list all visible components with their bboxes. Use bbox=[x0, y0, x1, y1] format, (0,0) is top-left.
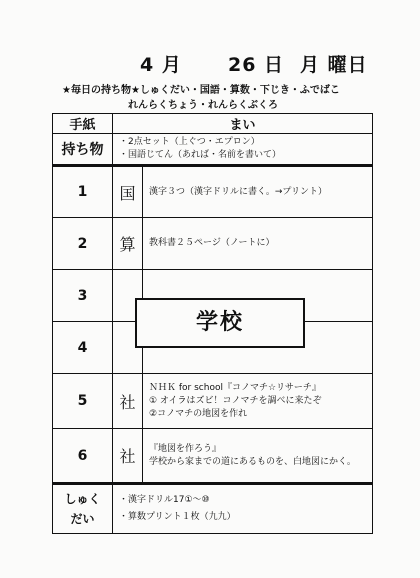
period-number: 6 bbox=[53, 429, 113, 484]
shukudai-label-line: しゅく bbox=[64, 492, 101, 506]
period-row-6 bbox=[53, 429, 373, 484]
shukudai-item: ・算数プリント１枚（九九） bbox=[119, 512, 236, 522]
period-line: 教科書２５ページ（ノートに） bbox=[149, 238, 275, 248]
period-content bbox=[143, 218, 373, 270]
mochimono-content bbox=[113, 134, 373, 166]
period-line: ②コノマチの地図を作れ bbox=[149, 408, 248, 419]
letters-label: 手紙 bbox=[53, 114, 113, 134]
shukudai-item: ・漢字ドリル17①〜⑩ bbox=[119, 495, 210, 505]
date-day: 26 日 bbox=[228, 54, 285, 76]
period-content bbox=[143, 429, 373, 484]
shukudai-label-line: だい bbox=[70, 512, 95, 526]
period-number: 2 bbox=[53, 218, 113, 270]
period-row-1 bbox=[53, 166, 373, 218]
period-row-5 bbox=[53, 374, 373, 429]
period-content bbox=[143, 374, 373, 429]
daily-items bbox=[62, 83, 340, 113]
period-content bbox=[143, 166, 373, 218]
period-subject: 社 bbox=[113, 374, 143, 429]
shukudai-row bbox=[53, 484, 373, 534]
period-number: 3 bbox=[53, 270, 113, 322]
letters-count-label: まい bbox=[113, 114, 373, 134]
period-subject: 国 bbox=[113, 166, 143, 218]
period-line: ① オイラはズビ！コノマチを調べに来たぞ bbox=[149, 395, 322, 406]
period-line: 学校から家までの道にあるものを、白地図にかく。 bbox=[149, 456, 356, 467]
period-line: 漢字３つ（漢字ドリルに書く。→プリント） bbox=[149, 186, 328, 197]
mochimono-label: 持ち物 bbox=[53, 134, 113, 166]
shukudai-label bbox=[53, 484, 113, 534]
mochimono-item: ・国語じてん（あれば・名前を書いて） bbox=[119, 150, 282, 160]
period-line: 『地図を作ろう』 bbox=[149, 443, 222, 454]
daily-items-line2: れんらくちょう・れんらくぶくろ bbox=[128, 100, 278, 111]
period-number: 4 bbox=[53, 322, 113, 374]
date-month: 4 月 bbox=[140, 54, 182, 76]
period-number: 1 bbox=[53, 166, 113, 218]
mochimono-item: ・2点セット（上ぐつ・エプロン） bbox=[119, 137, 260, 147]
period-row-2 bbox=[53, 218, 373, 270]
period-subject: 社 bbox=[113, 429, 143, 484]
date-weekday: 月 曜日 bbox=[300, 54, 368, 76]
period-line: ＮＨＫ for school『コノマチ☆リサーチ』 bbox=[149, 382, 321, 393]
daily-items-line1: ★毎日の持ち物★しゅくだい・国語・算数・下じき・ふでばこ bbox=[62, 85, 340, 96]
gakkou-box: 学校 bbox=[135, 298, 305, 348]
shukudai-content bbox=[113, 484, 373, 534]
period-subject: 算 bbox=[113, 218, 143, 270]
period-number: 5 bbox=[53, 374, 113, 429]
